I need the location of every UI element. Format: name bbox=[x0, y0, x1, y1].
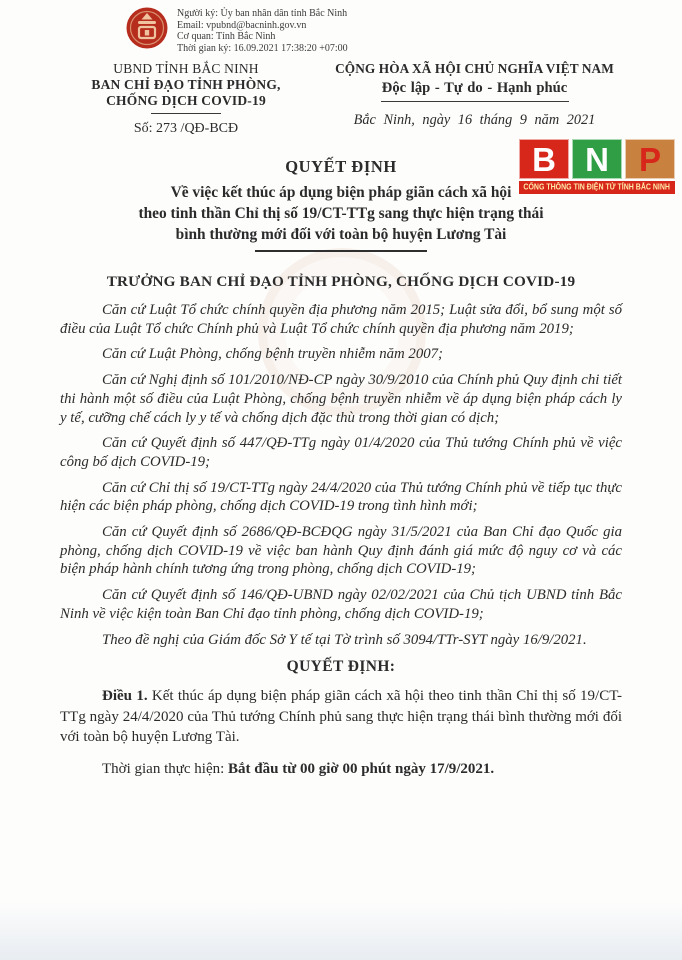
effective-time-line bbox=[60, 761, 622, 778]
signature-details bbox=[177, 6, 348, 54]
provincial-seal-icon bbox=[125, 6, 169, 50]
article-1-paragraph bbox=[60, 686, 622, 748]
signature-email: Email: vpubnd@bacninh.gov.vn bbox=[177, 19, 307, 31]
title-heading: QUYẾT ĐỊNH bbox=[285, 157, 397, 176]
title-subline-2: theo tinh thần Chỉ thị số 19/CT-TTg sang thực hiện trạng thái bbox=[138, 205, 544, 222]
signature-agency: Cơ quan: Tỉnh Bắc Ninh bbox=[177, 31, 276, 42]
article-1-label: Điều 1. bbox=[102, 688, 148, 705]
agency-name-line1: BAN CHỈ ĐẠO TỈNH PHÒNG, bbox=[91, 77, 281, 92]
title-underline bbox=[255, 250, 427, 252]
recital-paragraph: Căn cứ Quyết định số 447/QĐ-TTg ngày 01/4/2020 của Thủ tướng Chính phủ về việc công bố dịch COVID-19; bbox=[60, 435, 622, 470]
place-dateline: Bắc Ninh, ngày 16 tháng 9 năm 2021 bbox=[353, 112, 596, 128]
recital-paragraph: Căn cứ Chỉ thị số 19/CT-TTg ngày 24/4/2020 của Thủ tướng Chính phủ về tiếp tục thực hiện các biện pháp phòng, chống dịch COVID-19 trong tình hình mới; bbox=[60, 479, 622, 515]
bnp-letter-n: N bbox=[572, 139, 622, 179]
document-header bbox=[0, 61, 682, 137]
decision-heading: QUYẾT ĐỊNH: bbox=[286, 658, 396, 676]
signature-time: Thời gian ký: 16.09.2021 17:38:20 +07:00 bbox=[177, 42, 348, 54]
motto-underline bbox=[381, 101, 569, 102]
effective-time-label: Thời gian thực hiện: bbox=[102, 760, 229, 777]
recital-paragraph: Căn cứ Luật Phòng, chống bệnh truyền nhiễm năm 2007; bbox=[102, 346, 443, 363]
title-subline-1: Về việc kết thúc áp dụng biện pháp giãn cách xã hội bbox=[170, 184, 512, 201]
issuer-heading: TRƯỞNG BAN CHỈ ĐẠO TỈNH PHÒNG, CHỐNG DỊCH COVID-19 bbox=[106, 273, 576, 290]
agency-underline bbox=[151, 113, 221, 114]
recital-paragraph: Căn cứ Nghị định số 101/2010/NĐ-CP ngày 30/9/2010 của Chính phủ Quy định chi tiết thi hành một số điều của Luật Phòng, chống bệnh truyền nhiễm về áp dụng biện pháp cách ly y tế, cưỡng chế cách ly y tế và chống dịch đặc thù trong thời gian có dịch; bbox=[60, 372, 622, 426]
recital-paragraph: Căn cứ Luật Tổ chức chính quyền địa phương năm 2015; Luật sửa đổi, bổ sung một số điều của Luật Tổ chức Chính phủ và Luật Tổ chức chính quyền địa phương năm 2019; bbox=[60, 302, 622, 337]
agency-parent: UBND TỈNH BẮC NINH bbox=[113, 61, 259, 76]
national-motto: Độc lập - Tự do - Hạnh phúc bbox=[381, 80, 568, 96]
document-number: Số: 273 /QĐ-BCĐ bbox=[133, 121, 239, 136]
bnp-letter-b: B bbox=[519, 139, 569, 179]
digital-signature-block bbox=[125, 6, 682, 54]
recital-paragraph: Căn cứ Quyết định số 2686/QĐ-BCĐQG ngày 31/5/2021 của Ban Chỉ đạo Quốc gia phòng, chống dịch COVID-19 về việc ban hành Quy định đánh giá mức độ nguy cơ và các biện pháp hành chính tương ứng trong phòng, chống dịch COVID-19; bbox=[60, 524, 622, 578]
recital-paragraph: Theo đề nghị của Giám đốc Sở Y tế tại Tờ trình số 3094/TTr-SYT ngày 16/9/2021. bbox=[102, 631, 587, 648]
bnp-letter-p: P bbox=[625, 139, 675, 179]
national-header-block bbox=[322, 61, 627, 137]
document-title bbox=[0, 157, 682, 252]
country-title: CỘNG HÒA XÃ HỘI CHỦ NGHĨA VIỆT NAM bbox=[335, 61, 614, 76]
signature-signer: Người ký: Ủy ban nhân dân tỉnh Bắc Ninh bbox=[177, 8, 348, 19]
bnp-strip-text: CỔNG THÔNG TIN ĐIỆN TỬ TỈNH BẮC NINH bbox=[523, 183, 671, 192]
issuing-agency-block bbox=[50, 61, 322, 137]
effective-time-value: Bắt đầu từ 00 giờ 00 phút ngày 17/9/2021. bbox=[228, 760, 495, 777]
agency-name-line2: CHỐNG DỊCH COVID-19 bbox=[106, 93, 266, 108]
title-subline-3: bình thường mới đối với toàn bộ huyện Lương Tài bbox=[175, 226, 507, 243]
article-1-text: Kết thúc áp dụng biện pháp giãn cách xã hội theo tinh thần Chỉ thị số 19/CT-TTg ngày 24/4/2020 của Thủ tướng Chính phủ sang thực hiện trạng thái bình thường mới đối với toàn bộ huyện Lương Tài. bbox=[60, 688, 623, 746]
recital-paragraph: Căn cứ Quyết định số 146/QĐ-UBND ngày 02/02/2021 của Chủ tịch UBND tỉnh Bắc Ninh về việc kiện toàn Ban Chỉ đạo tỉnh phòng, chống dịch COVID-19; bbox=[60, 587, 622, 622]
document-body bbox=[60, 301, 622, 778]
